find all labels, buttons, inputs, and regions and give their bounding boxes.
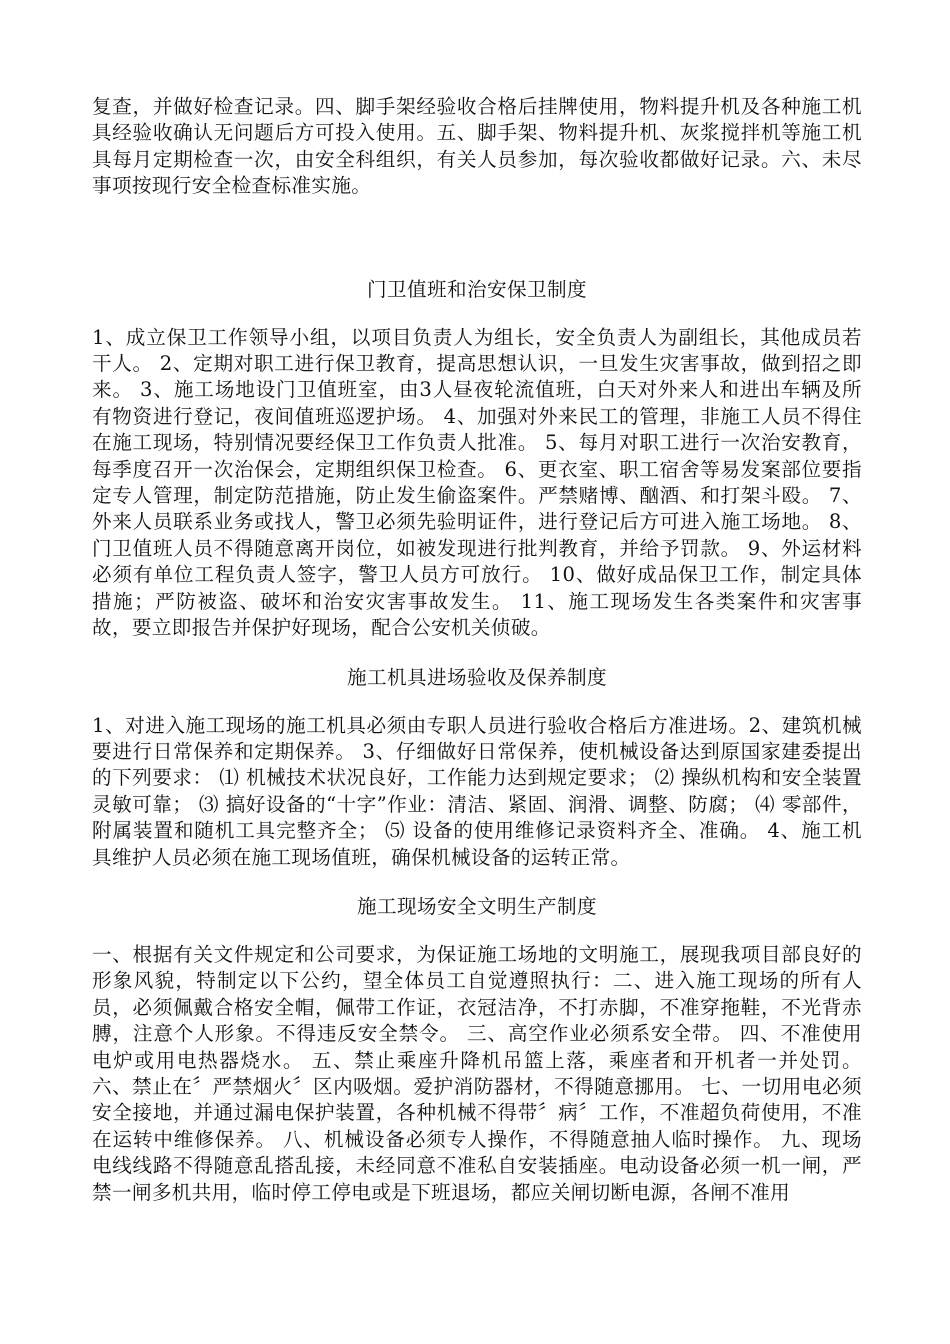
- intro-paragraph: 复查，并做好检查记录。四、脚手架经验收合格后挂牌使用，物料提升机及各种施工机具经验收确认无问题后方可投入使用。五、脚手架、物料提升机、灰浆搅拌机等施工机具每月定期检查一次，由安全科组织，有关人员参加，每次验收都做好记录。六、未尽事项按现行安全检查标准实施。: [92, 95, 862, 198]
- document-page: [92, 94, 862, 1206]
- section-body-machinery: 1、对进入施工现场的施工机具必须由专职人员进行验收合格后方准进场。2、建筑机械要进行日常保养和定期保养。 3、仔细做好日常保养，使机械设备达到原国家建委提出的下列要求： ⑴ 机械技术状况良好，工作能力达到规定要求； ⑵ 操纵机构和安全装置灵敏可靠； ⑶ 搞好设备的“十字”作业：清洁、紧固、润滑、调整、防腐； ⑷ 零部件，附属装置和随机工具完整齐全； ⑸ 设备的使用维修记录资料齐全、准确。 4、施工机具维护人员必须在施工现场值班，确保机械设备的运转正常。: [92, 713, 862, 869]
- section-body-site-safety: 一、根据有关文件规定和公司要求，为保证施工场地的文明施工，展现我项目部良好的形象风貌，特制定以下公约，望全体员工自觉遵照执行：二、进入施工现场的所有人员，必须佩戴合格安全帽，佩带工作证，衣冠洁净，不打赤脚，不准穿拖鞋，不光背赤膊，注意个人形象。不得违反安全禁令。 三、高空作业必须系安全带。 四、不准使用电炉或用电热器烧水。 五、禁止乘座升降机吊篮上落，乘座者和开机者一并处罚。 六、禁止在〞严禁烟火〞区内吸烟。爱护消防器材，不得随意挪用。 七、一切用电必须安全接地，并通过漏电保护装置，各种机械不得带〞病〞工作，不准超负荷使用，不准在运转中维修保养。 八、机械设备必须专人操作，不得随意抽人临时操作。 九、现场电线线路不得随意乱搭乱接，未经同意不准私自安装插座。电动设备必须一机一闸，严禁一闸多机共用，临时停工停电或是下班退场，都应关闸切断电源，各闸不准用: [92, 942, 862, 1204]
- section-title-machinery: 施工机具进场验收及保养制度: [347, 665, 607, 689]
- section-title-site-safety: 施工现场安全文明生产制度: [357, 894, 597, 918]
- section-title-guard-duty: 门卫值班和治安保卫制度: [367, 277, 587, 301]
- section-body-guard-duty: 1、成立保卫工作领导小组，以项目负责人为组长，安全负责人为副组长，其他成员若干人。 2、定期对职工进行保卫教育，提高思想认识，一旦发生灾害事故，做到招之即来。 3、施工场地设门卫值班室，由3人昼夜轮流值班，白天对外来人和进出车辆及所有物资进行登记，夜间值班巡逻护场。 4、加强对外来民工的管理，非施工人员不得住在施工现场，特别情况要经保卫工作负责人批准。 5、每月对职工进行一次治安教育，每季度召开一次治保会，定期组织保卫检查。 6、更衣室、职工宿舍等易发案部位要指定专人管理，制定防范措施，防止发生偷盗案件。严禁赌博、酗酒、和打架斗殴。 7、外来人员联系业务或找人，警卫必须先验明证件，进行登记后方可进入施工场地。 8、门卫值班人员不得随意离开岗位，如被发现进行批判教育，并给予罚款。 9、外运材料必须有单位工程负责人签字，警卫人员方可放行。 10、做好成品保卫工作，制定具体措施；严防被盗、破坏和治安灾害事故发生。 11、施工现场发生各类案件和灾害事故，要立即报告并保护好现场，配合公安机关侦破。: [92, 325, 862, 640]
